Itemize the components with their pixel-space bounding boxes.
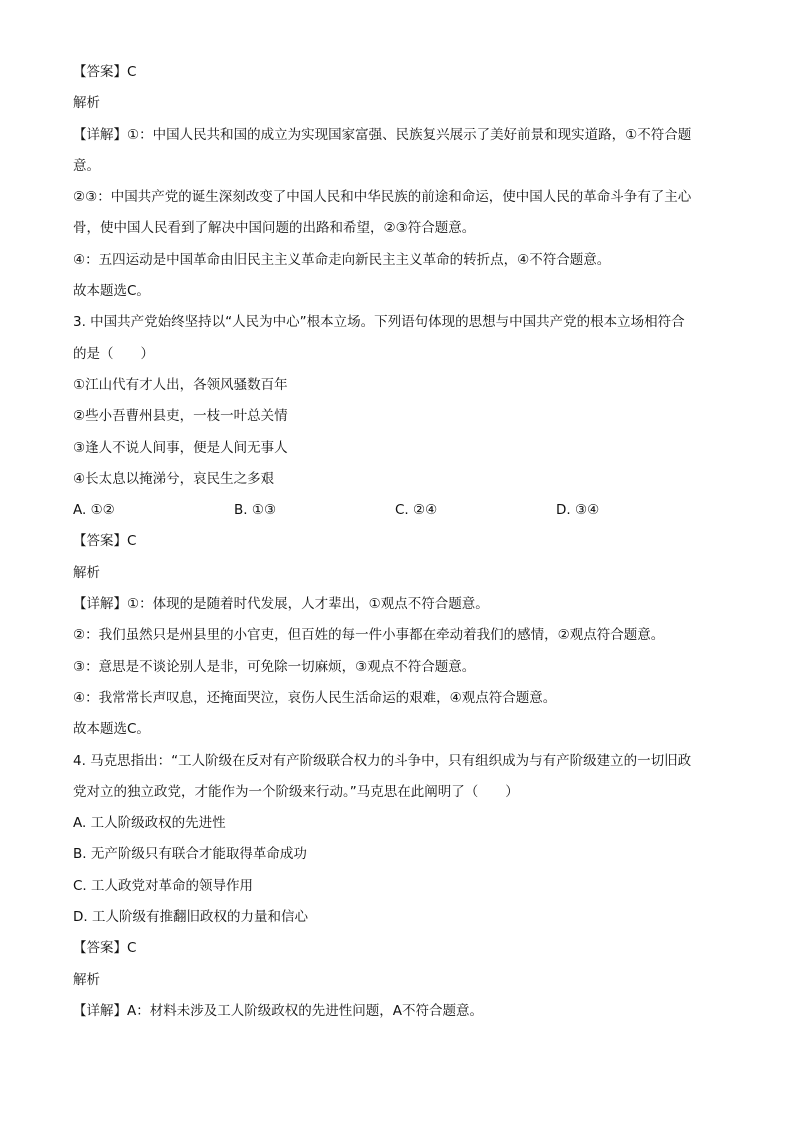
- q3-detail-1: 【详解】①：体现的是随着时代发展，人才辈出，①观点不符合题意。: [73, 596, 489, 613]
- q4-analysis-heading: 解析: [73, 971, 100, 988]
- q2-answer: 【答案】C: [73, 64, 137, 80]
- q4-choice-d: D. 工人阶级有推翻旧政权的力量和信心: [73, 909, 308, 926]
- q4-stem-b: 党对立的独立政党，才能作为一个阶级来行动。”马克思在此阐明了（ ）: [73, 783, 519, 800]
- q3-options: [73, 500, 723, 531]
- q3-option-b: B. ①③: [234, 502, 277, 519]
- q3-option-d: D. ③④: [556, 502, 600, 519]
- q4-detail-a: 【详解】A：材料未涉及工人阶级政权的先进性问题，A不符合题意。: [73, 1002, 483, 1019]
- q3-item-1: ①江山代有才人出，各领风骚数百年: [73, 376, 288, 393]
- document-page: [73, 62, 723, 1032]
- q3-detail-2: ②：我们虽然只是州县里的小官吏，但百姓的每一件小事都在牵动着我们的感情，②观点符合题意。: [73, 627, 665, 644]
- q3-detail-4: ④：我常常长声叹息，还掩面哭泣，哀伤人民生活命运的艰难，④观点符合题意。: [73, 689, 557, 706]
- q2-conclusion: 故本题选C。: [73, 283, 150, 300]
- q3-detail-3: ③：意思是不谈论别人是非，可免除一切麻烦，③观点不符合题意。: [73, 658, 476, 675]
- q2-detail-2a: ②③：中国共产党的诞生深刻改变了中国人民和中华民族的前途和命运，使中国人民的革命斗争有了主心: [73, 189, 692, 206]
- q3-item-3: ③逢人不说人间事，便是人间无事人: [73, 439, 288, 456]
- q3-stem-b: 的是（ ）: [73, 345, 154, 362]
- q2-analysis-heading: 解析: [73, 95, 100, 112]
- q3-conclusion: 故本题选C。: [73, 721, 150, 738]
- q4-stem-a: 4. 马克思指出：“工人阶级在反对有产阶级联合权力的斗争中，只有组织成为与有产阶级建立的一切旧政: [73, 752, 692, 769]
- q2-detail-1a: 【详解】①：中国人民共和国的成立为实现国家富强、民族复兴展示了美好前景和现实道路，①不符合题: [73, 126, 692, 143]
- q4-choice-a: A. 工人阶级政权的先进性: [73, 815, 226, 832]
- q3-analysis-heading: 解析: [73, 564, 100, 581]
- q2-detail-2b: 骨，使中国人民看到了解决中国问题的出路和希望，②③符合题意。: [73, 220, 476, 237]
- q4-choice-c: C. 工人政党对革命的领导作用: [73, 877, 254, 894]
- q3-item-2: ②些小吾曹州县吏，一枝一叶总关情: [73, 408, 288, 425]
- q2-detail-1b: 意。: [73, 157, 100, 174]
- q3-item-4: ④长太息以掩涕兮，哀民生之多艰: [73, 470, 275, 487]
- q3-stem-a: 3. 中国共产党始终坚持以“人民为中心”根本立场。下列语句体现的思想与中国共产党的根本立场相符合: [73, 314, 685, 331]
- q4-choice-b: B. 无产阶级只有联合才能取得革命成功: [73, 846, 307, 863]
- q3-answer: 【答案】C: [73, 533, 137, 550]
- q4-answer: 【答案】C: [73, 940, 137, 957]
- q2-detail-3: ④：五四运动是中国革命由旧民主主义革命走向新民主主义革命的转折点，④不符合题意。: [73, 251, 611, 268]
- q3-option-a: A. ①②: [73, 502, 115, 519]
- q3-option-c: C. ②④: [395, 502, 438, 519]
